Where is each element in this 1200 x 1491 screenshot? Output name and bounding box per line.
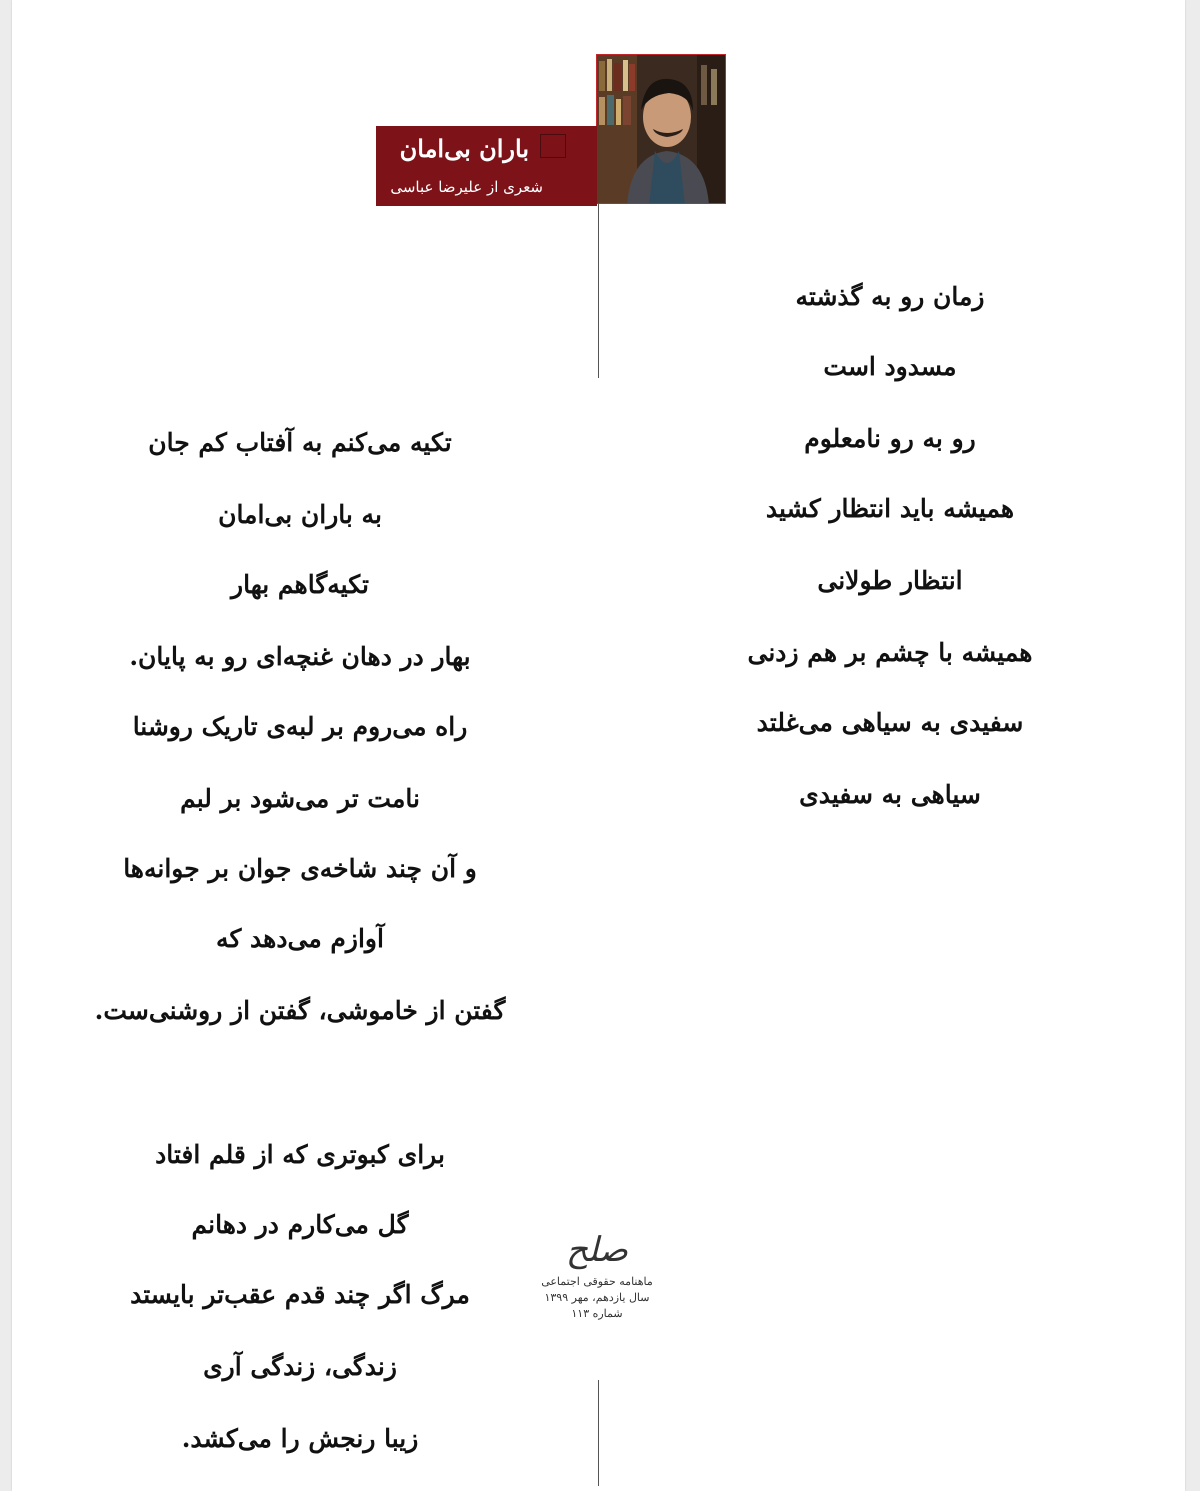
poem-line: بهار در دهان غنچه‌ای رو به پایان.	[129, 642, 471, 671]
magazine-name: ماهنامه حقوقی اجتماعی	[541, 1275, 653, 1288]
poem-line: نامت تر می‌شود بر لبم	[180, 784, 420, 813]
poem-line: گفتن از خاموشی، گفتن از روشنی‌ست.	[94, 996, 506, 1025]
poet-photo-image	[597, 55, 726, 204]
decorative-square	[540, 134, 566, 158]
issue-number: شماره ۱۱۳	[571, 1307, 623, 1320]
poem-line: برای کبوتری که از قلم افتاد	[155, 1140, 445, 1169]
poem-line: زندگی، زندگی آری	[203, 1352, 397, 1381]
poem-line: و آن چند شاخه‌ی جوان بر جوانه‌ها	[123, 854, 477, 883]
poem-line: گل می‌کارم در دهانم	[191, 1210, 409, 1239]
poem-line: رو به رو نامعلوم	[804, 424, 976, 453]
poem-line: آوازم می‌دهد که	[216, 924, 384, 953]
poem-line: سیاهی به سفیدی	[799, 780, 981, 809]
poem-line: همیشه با چشم بر هم زدنی	[747, 638, 1033, 667]
poem-line: تکیه می‌کنم به آفتاب کم جان	[148, 428, 452, 457]
poem-line: انتظار طولانی	[817, 566, 963, 595]
issue-date: سال یازدهم، مهر ۱۳۹۹	[544, 1291, 650, 1304]
poem-title: باران بی‌امان	[399, 134, 529, 163]
poem-line: تکیه‌گاهم بهار	[231, 570, 369, 599]
colophon	[532, 1226, 662, 1322]
poem-line: سفیدی به سیاهی می‌غلتد	[756, 708, 1024, 737]
poet-photo	[596, 54, 726, 204]
poem-line: زمان رو به گذشته	[795, 282, 985, 311]
poem-line: زیبا رنجش را می‌کشد.	[181, 1424, 419, 1453]
poem-right-column	[735, 0, 1045, 1491]
poem-line: به باران بی‌امان	[218, 500, 382, 529]
poem-subtitle: شعری از علیرضا عباسی	[390, 178, 543, 196]
divider-line-bottom	[598, 1380, 599, 1486]
poem-line: مرگ اگر چند قدم عقب‌تر بایستد	[130, 1280, 470, 1309]
magazine-logo: صلح	[565, 1230, 629, 1270]
divider-line-top	[598, 204, 599, 378]
poem-line: مسدود است	[823, 352, 957, 381]
poem-line: راه می‌روم بر لبه‌ی تاریک روشنا	[132, 712, 468, 741]
poem-line: همیشه باید انتظار کشید	[765, 494, 1015, 523]
poem-left-column	[90, 0, 510, 1491]
